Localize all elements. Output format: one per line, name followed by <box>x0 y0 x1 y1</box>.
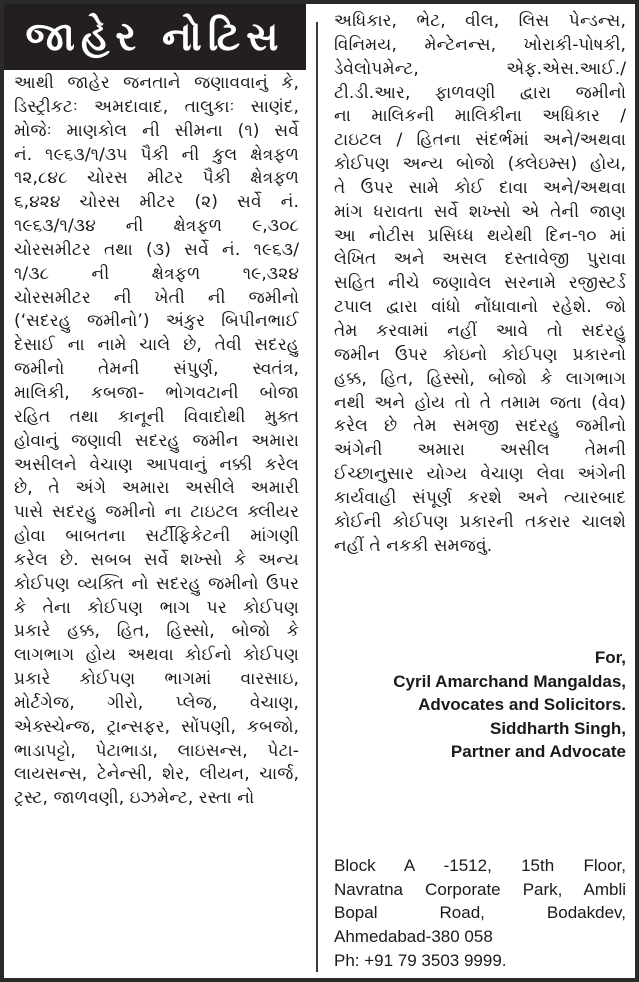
left-text-line: મોર્ટગેજ, ગીરો, પ્લેજ, વેચાણ, <box>14 692 299 713</box>
right-text-line: ટપાલ દ્વારા વાંધો નોંધાવાનો રહેશે. જો <box>334 297 626 318</box>
left-text-line: ૧૨,૮૪૮ ચોરસ મીટર પૈકી ક્ષેત્રફળ <box>14 168 299 189</box>
right-text-line: ટાઇટલ / હિતના સંદર્ભમાં અને/અથવા <box>334 130 626 151</box>
left-text-line: નં. ૧૯૬૩/૧/૩૫ પૈકી ની કુલ ક્ષેત્રફળ <box>14 144 299 165</box>
address-line-1: Block A -1512, 15th Floor, <box>334 856 626 875</box>
left-text-line: પ્રકારે હક્ક, હિત, હિસ્સો, બોજો કે <box>14 621 299 642</box>
left-text-line: ચોરસમીટર તથા (૩) સર્વે નં. ૧૯૬૩/ <box>14 239 299 260</box>
left-text-line: પાસે સદરહુ જમીનો ના ટાઇટલ ક્લીયર <box>14 502 299 523</box>
signature-designation: Partner and Advocate <box>450 742 626 761</box>
left-text-line: લાગભાગ હોય અથવા કોઈનો કોઈપણ <box>14 645 299 666</box>
left-text-line: ૧/૩૮ ની ક્ષેત્રફળ ૧૯,૩૨૪ <box>14 263 299 284</box>
right-text-line: સહિત નીચે જણાવેલ સરનામે રજીસ્ટર્ડ <box>334 273 626 294</box>
left-text-line: ૧૯૬૩/૧/૩૪ ની ક્ષેત્રફળ ૯,૩૦૮ <box>14 216 299 237</box>
signature-for: For, <box>594 648 626 667</box>
right-text-line: કોઈપણ અન્ય બોજો (ક્લેઇમ્સ) હોય, <box>334 154 626 175</box>
left-text-line: મોજેઃ માણકોલ ની સીમના (૧) સર્વે <box>14 120 299 141</box>
right-text-line: કોઈની કોઈપણ પ્રકારની તકરાર ચાલશે <box>334 511 626 532</box>
notice-left-column <box>14 72 299 811</box>
signature-firm-type: Advocates and Solicitors. <box>418 695 626 714</box>
right-text-line: ડેવેલોપમેન્ટ, એફ.એસ.આઈ./ <box>334 58 626 79</box>
right-text-line: જમીન ઉપર કોઇનો કોઈપણ પ્રકારનો <box>334 344 626 365</box>
address-line-4: Ahmedabad-380 058 <box>334 927 493 947</box>
left-text-line: લાયસન્સ, ટેનેન્સી, શેર, લીયન, ચાર્જ, <box>14 764 299 785</box>
right-text-line: ટી.ડી.આર, ફાળવણી દ્વારા જમીનો <box>334 82 626 103</box>
column-divider <box>316 22 318 972</box>
address-line-3: Bopal Road, Bodakdev, <box>334 903 626 923</box>
right-text-line: ઈચ્છાનુસાર યોગ્ય વેચાણ લેવા અંગેની <box>334 464 626 485</box>
right-text-line: અધિકાર, ભેટ, વીલ, લિસ પેન્ડન્સ, <box>334 11 626 31</box>
left-text-line: ચોરસમીટર ની ખેતી ની જમીનો <box>14 287 299 308</box>
notice-right-column <box>334 10 626 558</box>
left-text-line: હોવાનું જણાવી સદરહુ જમીન અમારા <box>14 430 299 451</box>
left-text-line: (‘સદરહુ જમીનો’) અંકુર બિપીનભાઈ <box>14 311 299 332</box>
signature-firm: Cyril Amarchand Mangaldas, <box>393 671 626 691</box>
right-text-line: નથી અને હોય તો તે તમામ જતા (વેવ) <box>334 392 626 413</box>
left-text-line: ડિસ્ટ્રીકટઃ અમદાવાદ, તાલુકાઃ સાણંદ, <box>14 96 299 117</box>
left-text-line: છે, તે અંગે અમારા અસીલે અમારી <box>14 478 299 499</box>
left-text-line: કે તેના કોઈપણ ભાગ પર કોઈપણ <box>14 597 299 618</box>
left-text-line: એક્સ્ચેન્જ, ટ્રાન્સફર, સોંપણી, કબજો, <box>14 716 299 737</box>
signature-name: Siddharth Singh, <box>490 718 626 738</box>
address-block <box>334 854 626 973</box>
left-text-line: કરેલ છે. સબબ સર્વે શખ્સો કે અન્ય <box>14 549 299 570</box>
right-text-line: ના માલિકની માલિકીના અધિકાર / <box>334 106 626 127</box>
left-text-line: હોવા બાબતના સર્ટીફિકેટની માંગણી <box>14 526 299 547</box>
notice-title: જાહેર નોટિસ <box>4 4 306 70</box>
left-text-line: આથી જાહેર જનતાને જણાવવાનું કે, <box>14 73 299 93</box>
right-text-line: નહીં તે નકકી સમજવું. <box>334 535 493 556</box>
address-line-2: Navratna Corporate Park, Ambli <box>334 879 626 899</box>
right-text-line: વિનિમય, મેન્ટેનન્સ, ખોરાકી-પોષકી, <box>334 34 626 55</box>
right-text-line: કરેલ છે તેમ સમજી સદરહુ જમીનો <box>334 416 626 437</box>
right-text-line: કાર્યવાહી સંપૂર્ણ કરશે અને ત્યારબાદ <box>334 487 626 508</box>
left-text-line: ૬,૪૨૪ ચોરસ મીટર (૨) સર્વે નં. <box>14 192 299 213</box>
left-text-line: દેસાઈ ના નામે ચાલે છે, તેવી સદરહુ <box>14 335 299 356</box>
left-text-line: માલિકી, કબજા- ભોગવટાની બોજા <box>14 382 299 403</box>
public-notice-advertisement <box>4 4 635 978</box>
left-text-line: જમીનો તેમની સંપુર્ણ, સ્વતંત્ર, <box>14 359 299 380</box>
left-text-line: અસીલને વેચાણ આપવાનું નક્કી કરેલ <box>14 454 299 475</box>
left-text-line: પ્રકારે કોઈપણ ભાગમાં વારસાઇ, <box>14 669 299 690</box>
signature-block <box>334 646 626 764</box>
left-text-line: ટ્રસ્ટ, જાળવણી, ઇઝમેન્ટ, રસ્તા નો <box>14 788 255 809</box>
right-text-line: હક્ક, હિત, હિસ્સો, બોજો કે લાગભાગ <box>334 368 626 389</box>
left-text-line: રહિત તથા કાનૂની વિવાદોથી મુક્ત <box>14 406 299 427</box>
left-text-line: ભાડાપટ્ટો, પેટાભાડા, લાઇસન્સ, પેટા- <box>14 740 299 761</box>
right-text-line: લેખિત અને અસલ દસ્તાવેજી પુરાવા <box>334 249 626 270</box>
right-text-line: અંગેની અમારા અસીલ તેમની <box>334 440 626 461</box>
phone-number: Ph: +91 79 3503 9999. <box>334 950 507 970</box>
right-text-line: માંગ ધરાવતા સર્વે શખ્સો એ તેની જાણ <box>334 201 626 222</box>
right-text-line: આ નોટીસ પ્રસિધ્ધ થયેથી દિન-૧૦ માં <box>334 225 626 246</box>
right-text-line: તેમ કરવામાં નહીં આવે તો સદરહુ <box>334 320 626 341</box>
left-text-line: કોઈપણ વ્યક્તિ નો સદરહુ જમીનો ઉપર <box>14 573 299 594</box>
right-text-line: તે ઉપર સામે કોઈ દાવા અને/અથવા <box>334 177 626 198</box>
